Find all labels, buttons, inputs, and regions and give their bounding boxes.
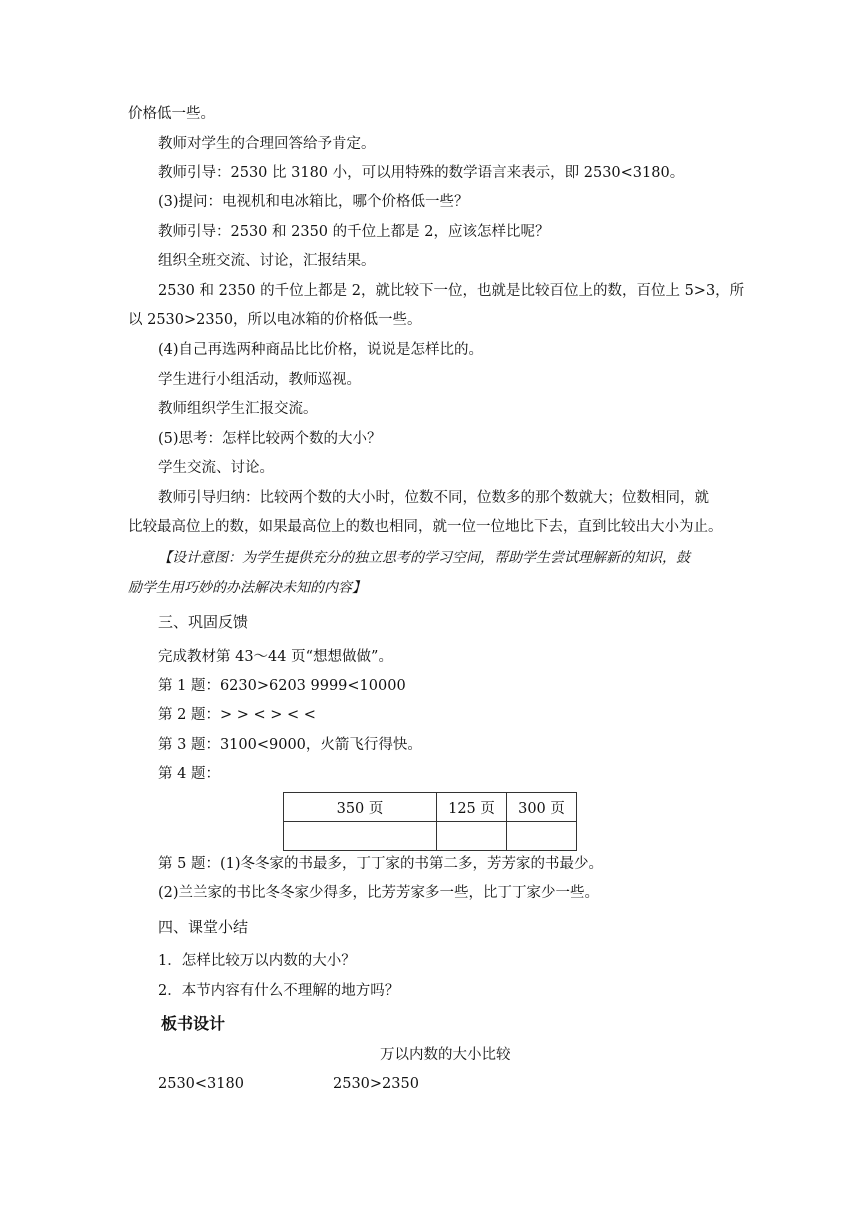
text-line: 2．本节内容有什么不理解的地方吗？ <box>158 983 400 999</box>
text-line: 比较最高位上的数，如果最高位上的数也相同，就一位一位地比下去，直到比较出大小为止。 <box>128 519 723 535</box>
text-line: 第 1 题：6230>6203 9999<10000 <box>158 678 406 694</box>
design-intent: 【设计意图：为学生提供充分的独立思考的学习空间，帮助学生尝试理解新的知识，鼓 <box>158 550 690 566</box>
board-right: 2530>2350 <box>333 1076 419 1092</box>
text-line: 组织全班交流、讨论，汇报结果。 <box>158 253 376 269</box>
table-cell <box>437 822 507 851</box>
board-heading: 板书设计 <box>161 1014 226 1033</box>
table-header-cell: 350 页 <box>284 793 437 822</box>
table-cell <box>284 822 437 851</box>
text-line: 教师引导：2530 比 3180 小，可以用特殊的数学语言来表示，即 2530<3180。 <box>158 165 685 181</box>
text-line: 学生进行小组活动，教师巡视。 <box>158 372 361 388</box>
section-heading: 三、巩固反馈 <box>158 613 249 631</box>
table-header-cell: 300 页 <box>507 793 577 822</box>
text-line: 第 5 题：(1)冬冬家的书最多，丁丁家的书第二多，芳芳家的书最少。 <box>158 856 603 872</box>
answer-table <box>283 792 577 851</box>
text-line: 学生交流、讨论。 <box>158 460 274 476</box>
text-line: 第 4 题： <box>158 766 220 782</box>
table-cell <box>507 822 577 851</box>
text-line: 教师组织学生汇报交流。 <box>158 401 318 417</box>
text-line: 教师对学生的合理回答给予肯定。 <box>158 136 376 152</box>
design-intent: 励学生用巧妙的办法解决未知的内容】 <box>128 580 366 596</box>
text-line: 第 2 题：> > < > < < <box>158 707 316 723</box>
board-title: 万以内数的大小比较 <box>380 1047 511 1063</box>
section-heading: 四、课堂小结 <box>158 918 249 936</box>
text-line: (4)自己再选两种商品比比价格，说说是怎样比的。 <box>158 342 484 358</box>
text-line: 2530 和 2350 的千位上都是 2，就比较下一位，也就是比较百位上的数，百位上 5>3，所 <box>158 283 745 299</box>
text-line: 第 3 题：3100<9000，火箭飞行得快。 <box>158 737 422 753</box>
text-line: (2)兰兰家的书比冬冬家少得多，比芳芳家多一些，比丁丁家少一些。 <box>158 885 600 901</box>
text-line: 1．怎样比较万以内数的大小？ <box>158 953 356 969</box>
text-line: 以 2530>2350，所以电冰箱的价格低一些。 <box>128 312 422 328</box>
text-line: 价格低一些。 <box>128 106 215 122</box>
table-header-cell: 125 页 <box>437 793 507 822</box>
text-line: 教师引导：2530 和 2350 的千位上都是 2，应该怎样比呢？ <box>158 224 550 240</box>
text-line: 教师引导归纳：比较两个数的大小时，位数不同，位数多的那个数就大；位数相同，就 <box>158 490 709 506</box>
text-line: (3)提问：电视机和电冰箱比，哪个价格低一些？ <box>158 194 469 210</box>
board-left: 2530<3180 <box>158 1076 244 1092</box>
text-line: 完成教材第 43～44 页“想想做做”。 <box>158 649 393 665</box>
text-line: (5)思考：怎样比较两个数的大小？ <box>158 431 382 447</box>
